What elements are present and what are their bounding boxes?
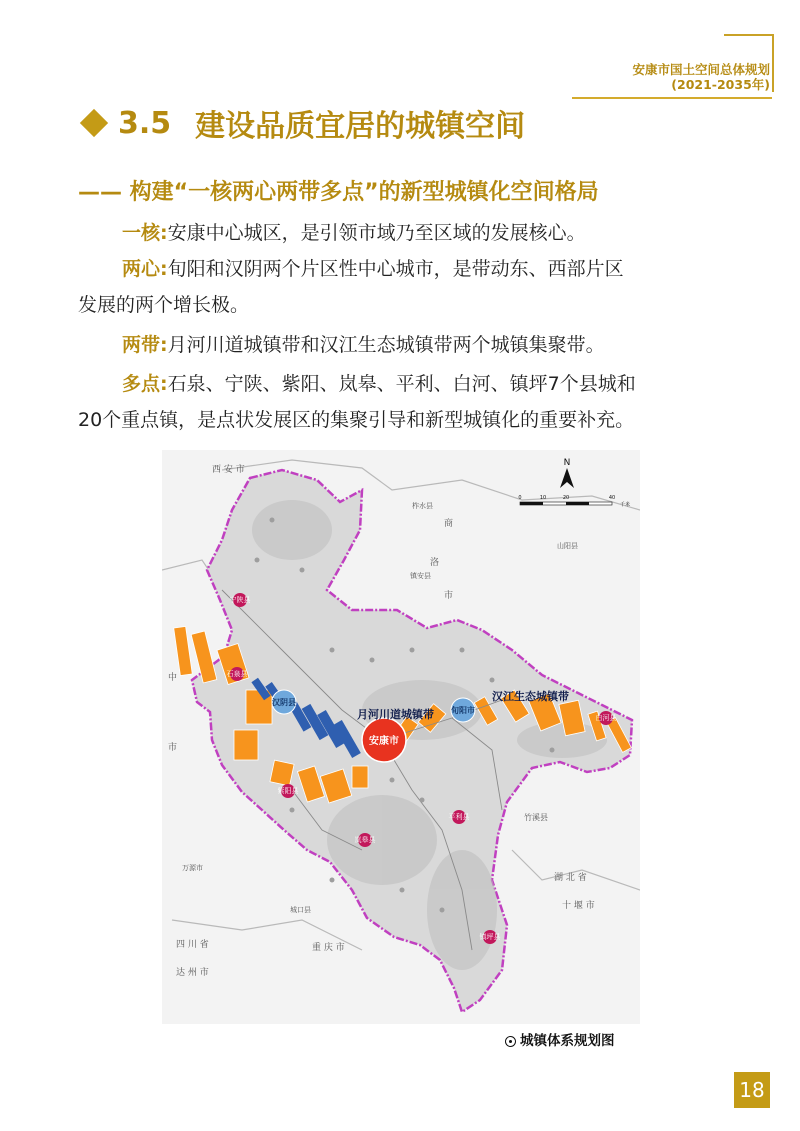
header-period: (2021-2035年) xyxy=(671,77,770,92)
label-hanzhong-1: 中 xyxy=(168,673,178,683)
label-xian: 西 安 市 xyxy=(212,465,245,475)
label-shiyan: 十 堰 市 xyxy=(562,901,595,911)
center-label-hanyin: 汉阴县 xyxy=(272,698,296,707)
target-bullet-icon xyxy=(505,1036,516,1047)
svg-text:石泉县: 石泉县 xyxy=(226,670,248,678)
label-zhuxi: 竹溪县 xyxy=(524,813,548,822)
section-heading xyxy=(78,101,525,145)
section-number: 3.5 xyxy=(118,105,172,141)
text-core: 安康中心城区，是引领市域乃至区域的发展核心。 xyxy=(167,222,586,244)
belt-label-yuehe: 月河川道城镇带 xyxy=(357,708,434,721)
paragraph-core xyxy=(78,215,738,251)
label-shang: 商 xyxy=(444,519,454,529)
section-title: 建设品质宜居的城镇空间 xyxy=(195,109,526,144)
header-title: 安康市国土空间总体规划 xyxy=(632,62,770,77)
belt-label-hanjiang: 汉江生态城镇带 xyxy=(492,690,569,703)
scale-tick-10: 10 xyxy=(539,495,547,501)
label-sichuan: 四 川 省 xyxy=(176,940,209,950)
label-centers: 两心: xyxy=(122,258,168,280)
svg-text:紫阳县: 紫阳县 xyxy=(277,787,299,795)
label-wanyuan: 万源市 xyxy=(182,864,203,872)
paragraph-centers xyxy=(78,251,738,323)
paragraph-points xyxy=(78,366,738,438)
svg-text:白河县: 白河县 xyxy=(595,714,617,722)
center-city-hanyin xyxy=(272,690,296,714)
label-chongqing: 重 庆 市 xyxy=(312,943,345,953)
label-zhenan: 镇安县 xyxy=(410,572,431,580)
center-city-xunyang xyxy=(451,698,475,722)
town-system-map xyxy=(162,450,640,1024)
scale-tick-20: 20 xyxy=(562,495,570,501)
text-centers: 旬阳和汉阴两个片区性中心城市，是带动东、西部片区 xyxy=(167,258,624,280)
subtitle: —— 构建“一核两心两带多点”的新型城镇化空间格局 xyxy=(78,180,599,205)
scale-unit: 千米 xyxy=(620,502,631,508)
text-centers-cont: 发展的两个增长极。 xyxy=(78,294,250,316)
label-hanzhong-2: 市 xyxy=(168,743,178,753)
label-core: 一核: xyxy=(122,222,168,244)
caption-text: 城镇体系规划图 xyxy=(520,1033,615,1049)
core-city-ankang xyxy=(362,718,406,762)
label-hubei: 湖 北 省 xyxy=(554,873,587,883)
paragraph-belts xyxy=(78,327,738,363)
label-shanyang: 山阳县 xyxy=(557,542,578,550)
center-label-xunyang: 旬阳市 xyxy=(451,706,475,715)
text-points: 石泉、宁陕、紫阳、岚皋、平利、白河、镇坪7个县城和 xyxy=(167,373,636,395)
svg-text:宁陕县: 宁陕县 xyxy=(229,596,251,604)
svg-text:平利县: 平利县 xyxy=(448,813,470,821)
svg-text:岚皋县: 岚皋县 xyxy=(354,836,376,844)
label-points: 多点: xyxy=(122,373,168,395)
core-city-label: 安康市 xyxy=(369,736,399,747)
figure-caption xyxy=(505,1029,615,1049)
label-dazhou: 达 州 市 xyxy=(176,968,209,978)
text-points-cont: 20个重点镇，是点状发展区的集聚引导和新型城镇化的重要补充。 xyxy=(78,409,635,431)
page-number: 18 xyxy=(734,1072,770,1108)
diamond-bullet-icon xyxy=(80,109,108,137)
scale-tick-0: 0 xyxy=(518,495,522,501)
label-zuoshui: 柞水县 xyxy=(412,502,433,510)
scale-tick-40: 40 xyxy=(608,495,616,501)
text-belts: 月河川道城镇带和汉江生态城镇带两个城镇集聚带。 xyxy=(167,334,605,356)
header-rule xyxy=(572,97,772,99)
label-belts: 两带: xyxy=(122,334,168,356)
label-shi: 市 xyxy=(444,591,454,601)
label-chengkou: 城口县 xyxy=(290,906,311,914)
compass-label: N xyxy=(563,458,571,468)
label-luo: 洛 xyxy=(430,558,440,568)
svg-text:镇坪县: 镇坪县 xyxy=(479,933,501,941)
